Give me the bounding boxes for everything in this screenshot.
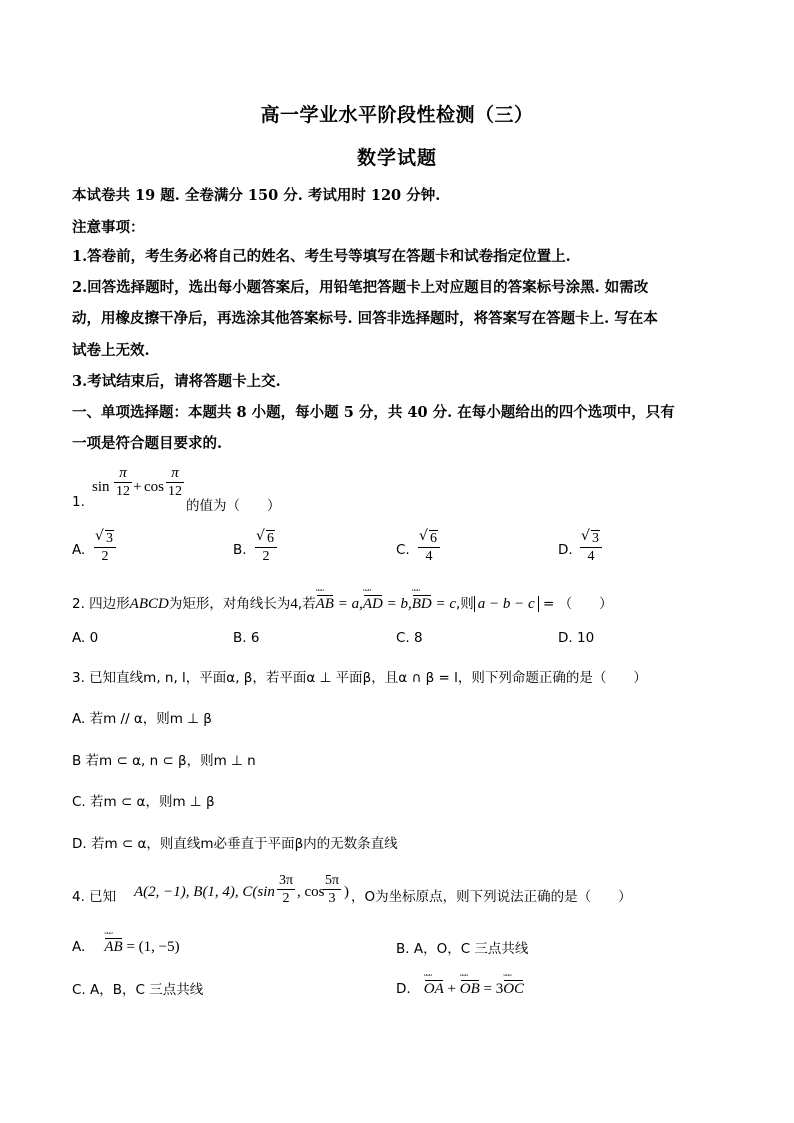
notes-title: 注意事项： [72,219,145,236]
math-expr: = 3 [479,981,504,997]
option-b[interactable]: B. 6 [233,630,260,646]
radicand: 3 [106,531,113,546]
vector-bd: BD ᴗᴗᴗ [412,596,432,613]
question-text: 的值为（ ） [186,498,281,514]
option-d[interactable]: D. 若m ⊂ α，则直线m必垂直于平面β内的无数条直线 [72,836,398,852]
fraction-5pi-3 [323,872,341,907]
option-c[interactable]: C. 8 [396,630,423,646]
question-text: ，O为坐标原点，则下列说法正确的是（ ） [351,889,632,905]
option-value: = (1, −5) [122,939,180,955]
plus-sign: + [133,479,142,495]
fraction-numerator: 3π [279,873,294,888]
fraction-denominator: 4 [425,549,433,564]
fraction-pi-12 [114,465,132,500]
plus-sign: + [443,981,460,997]
question-text: 4. 已知 [72,889,117,905]
question-text: ,若 [297,596,316,612]
fraction-3pi-2 [277,872,295,907]
option-a[interactable] [72,936,180,956]
option-value [94,530,116,565]
section-1-heading: 一、单项选择题：本题共 8 小题，每小题 5 分，共 40 分. 在每小题给出的四个选项中，只有 [72,404,675,421]
fraction-denominator: 3 [328,891,336,906]
question-2 [72,592,613,613]
section-1-heading-cont: 一项是符合题目要求的. [72,435,223,452]
vector-ab: AB ᴗᴗᴗ [316,596,334,613]
note-2-line-3: 试卷上无效. [72,342,150,359]
question-text: 2. 四边形 [72,596,130,612]
option-d[interactable] [396,978,524,998]
fraction-numerator: π [166,465,184,483]
vector-oa: OA ᴗᴗᴗ [424,981,444,998]
option-value [580,530,602,565]
page-subtitle: 数学试题 [356,147,437,169]
fraction-pi-12 [166,465,184,500]
option-c[interactable]: C. A，B，C 三点共线 [72,982,204,998]
question-3: 3. 已知直线m, n, l，平面α, β，若平面α ⊥ 平面β，且α ∩ β = l，则下列命题正确的是（ ） [72,670,647,686]
option-a[interactable]: A. 0 [72,630,99,646]
option-label: D. [558,542,573,558]
math-number: 4 [290,596,298,612]
math-expr: = b, [382,596,412,612]
fraction-numerator: 5π [325,873,340,888]
abs-expression: a − b − c [474,596,539,612]
math-expr: , cos [297,884,325,900]
question-text: = （ ） [538,596,613,612]
radicand: 6 [267,531,274,546]
radicand: 3 [592,531,599,546]
option-label: A. [72,542,86,558]
vector-oc: OC ᴗᴗᴗ [503,981,524,998]
exam-intro: 本试卷共 19 题. 全卷满分 150 分. 考试用时 120 分钟. [72,187,441,204]
fraction-denominator: 2 [101,549,109,564]
note-2-line-1: 2.回答选择题时，选出每小题答案后，用铅笔把答题卡上对应题目的答案标号涂黑. 如需改 [72,279,649,296]
question-text: 为矩形，对角线长为 [168,596,291,612]
fraction-denominator: 12 [168,484,182,499]
fraction-numerator: π [114,465,132,483]
math-points: A(2, −1), B(1, 4), C(sin [134,884,275,900]
radicand: 6 [430,531,437,546]
page-title: 高一学业水平阶段性检测（三） [260,104,534,126]
cos-label: cos [144,479,164,495]
math-expr: ) [344,884,349,900]
option-label: A. [72,939,86,955]
math-abcd: ABCD [129,596,169,612]
fraction-denominator: 12 [116,484,130,499]
fraction-denominator: 2 [262,549,270,564]
option-b[interactable]: B. A，O，C 三点共线 [396,941,529,957]
option-d[interactable]: D. 10 [558,630,595,646]
option-a[interactable]: A. 若m // α，则m ⊥ β [72,711,212,727]
sin-label: sin [92,479,110,495]
option-b[interactable]: B 若m ⊂ α, n ⊂ β，则m ⊥ n [72,753,256,769]
note-3: 3.考试结束后，请将答题卡上交. [72,373,281,390]
vector-ab: AB ᴗᴗᴗ [104,939,122,956]
fraction-denominator: 4 [587,549,595,564]
option-label: D. [396,981,411,997]
question-number: 1. [72,494,85,510]
option-value [255,530,277,565]
note-1: 1.答卷前，考生务必将自己的姓名、考生号等填写在答题卡和试卷指定位置上. [72,248,571,265]
vector-ob: OB ᴗᴗᴗ [460,981,480,998]
option-label: C. [396,542,410,558]
option-label: B. [233,542,247,558]
option-c[interactable]: C. 若m ⊂ α，则m ⊥ β [72,794,215,810]
math-expr: = a, [333,596,363,612]
question-text: ,则 [456,596,474,612]
fraction-denominator: 2 [282,891,290,906]
vector-ad: AD ᴗᴗᴗ [363,596,383,613]
note-2-line-2: 动，用橡皮擦干净后，再选涂其他答案标号. 回答非选择题时，将答案写在答题卡上. 写在本 [72,310,658,327]
option-value [418,530,440,565]
math-expr: = c [431,596,456,612]
